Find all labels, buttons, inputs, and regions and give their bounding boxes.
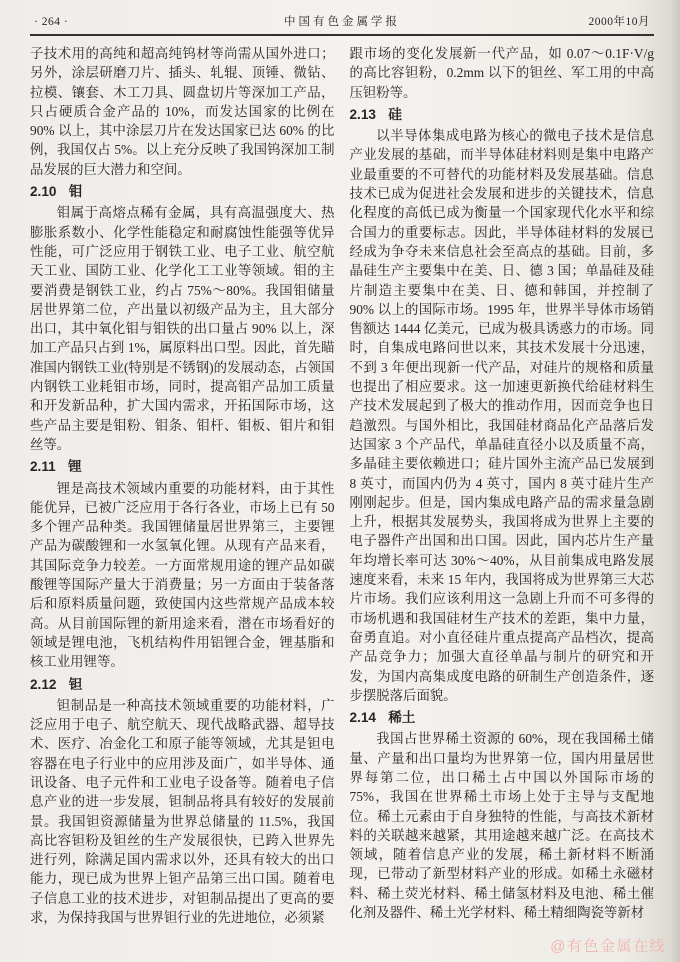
issue-date: 2000年10月 [588, 16, 650, 28]
paragraph-molybdenum: 钼属于高熔点稀有金属，具有高温强度大、热膨胀系数小、化学性能稳定和耐腐蚀性能强等优异性能，可广泛应用于钢铁工业、电子工业、航空航天工业、国防工业、化学化工工业等领域。钼的主要消费是钢铁工业，约占 75%～80%。我国钼储量居世界第二位，产出量以初级产品为主，且大部分出口，其中氧化钼与钼铁的出口量占 90% 以上，深加工产品只占到 1%，属原料出口型。因此，首先瞄准国内钢铁工业(特别是不锈钢)的发展动态，占领国内钢铁工业耗钼市场，同时，提高钼产品加工质量和开发新品种，扩大国内需求，开拓国际市场，这些产品主要是钼粉、钼条、钼杆、钼板、钼片和钼丝等。 [30, 205, 335, 452]
right-column [350, 44, 655, 927]
section-heading-molybdenum [30, 182, 335, 201]
section-number: 2.11 [30, 459, 56, 475]
paragraph-silicon: 以半导体集成电路为核心的微电子技术是信息产业发展的基础，而半导体硅材料则是集中电路产业最重要的不可替代的功能材料及发展基础。信息技术已成为促进社会发展和进步的关键技术，信息化程度的高低已成为衡量一个国家现代化水平和综合国力的重要标志。因此，半导体硅材料的发展已经成为争夺未来信息社会至高点的基础。目前，多晶硅生产主要集中在美、日、德 3 国；单晶硅及硅片制造主要集中在美、日、德和韩国，并控制了 90% 以上的国际市场。1995 年，世界半导体市场销售额达 1444 亿美元，已成为极具诱惑力的市场。同时，自集成电路问世以来，其技术发展十分迅速，不到 3 年便出现新一代产品，对硅片的规格和质量也提出了相应要求。这一加速更新换代给硅材料生产技术发展起到了极大的推动作用，因而竞争也日趋激烈。与国外相比，我国硅材商品化产品落后发达国家 3 个产品代，单晶硅直径小以及质量不高，多晶硅主要依赖进口；硅片国外主流产品已发展到 8 英寸，而国内仍为 4 英寸，国内 8 英寸硅片生产刚刚起步。但是，国内集成电路产品的需求量急剧上升，根据其发展势头，我国将成为世界上主要的电子器件产出国和出口国。因此，国内芯片生产量年均增长率可达 30%～40%，从目前集成电路发展速度来看，未来 15 年内，我国将成为世界第三大芯片市场。我们应该利用这一急剧上升而不可多得的市场机遇和我国硅材生产技术的差距，集中力量，奋勇直追。对小直径硅片重点提高产品档次，提高产品竞争力；加强大直径单晶与制片的研究和开发，为国内高集成度电路的研制生产创造条件，逐步摆脱落后面貌。 [349, 128, 654, 703]
paragraph-lithium: 锂是高技术领域内重要的功能材料，由于其性能优异，已被广泛应用于各行各业，市场上已有 50 多个锂产品种类。我国锂储量居世界第三，主要锂产品为碳酸锂和一水氢氧化锂。从现有产品来看，其国际竞争力较差。一方面常规用途的锂产品如碳酸锂等国际产量大于消费量；另一方面由于装备落后和原料质量问题，致使国内这些常规产品成本较高。从目前国际锂的新用途来看，潜在市场看好的领域是锂电池，飞机结构件用铝锂合金，锂基脂和核工业用锂等。 [30, 480, 335, 670]
section-title: 稀土 [388, 710, 416, 726]
article-body [0, 36, 680, 927]
section-number: 2.10 [30, 184, 57, 200]
paragraph-tungsten-continuation: 子技术用的高纯和超高纯钨材等尚需从国外进口；另外，涂层研磨刀片、插头、轧辊、顶锤、微钻、拉模、镶套、木工刀具、圆盘切片等深加工产品，只占硬质合金产品的 10%，而发达国家的比例在 90% 以上，其中涂层刀片在发达国家已达 60% 的比例，我国仅占 5%。以上充分反映了我国钨深加工制品发展的巨大潜力和空间。 [30, 46, 335, 177]
section-number: 2.13 [349, 106, 376, 122]
paragraph-rare-earth: 我国占世界稀土资源的 60%，现在我国稀土储量、产量和出口量均为世界第一位，国内用量居世界每第二位，出口稀土占中国以外国际市场的 75%，我国在世界稀土市场上处于主导与支配地位。稀土元素由于自身独特的性能，与高技术新材料的关联越来越紧，其用途越来越广泛。在高技术领域，随着信息产业的发展，稀土新材料不断涌现，已带动了新型材料产业的形成。如稀土永磁材料、稀土荧光材料、稀土储氢材料及电池、稀土催化剂及器件、稀土光学材料、稀土精细陶瓷等新材 [349, 731, 654, 921]
section-heading-rare-earth [350, 708, 655, 727]
section-title: 锂 [67, 459, 82, 475]
section-heading-silicon [350, 105, 655, 124]
section-title: 硅 [388, 106, 402, 122]
section-number: 2.14 [349, 710, 376, 726]
paragraph-tantalum-continuation: 跟市场的变化发展新一代产品，如 0.07～0.1F·V/g 的高比容钽粉，0.2mm 以下的钽丝、军工用的中高压钽粉等。 [349, 46, 654, 100]
page-number: · 264 · [34, 16, 69, 28]
section-number: 2.12 [30, 676, 57, 692]
left-column [30, 44, 335, 927]
paragraph-tantalum: 钽制品是一种高技术领域重要的功能材料，广泛应用于电子、航空航天、现代战略武器、超导技术、医疗、冶金化工和原子能等领域，尤其是钽电容器在电子行业中的应用涉及面广，如半导体、通讯设备、电子元件和工业电子设备等。随着电子信息产业的进一步发展，钽制品将具有较好的发展前景。我国钽资源储量为世界总储量的 11.5%，我国高比容钽粉及钽丝的生产发展很快，已跨入世界先进行列，除满足国内需求以外，还具有较大的出口能力，现已成为世界上钽产品第三出口国。随着电子信息工业的技术进步，对钽制品提出了更高的要求，为保持我国与世界钽行业的先进地位，必须紧 [30, 697, 335, 926]
watermark: @有色金属在线 [550, 938, 666, 955]
section-title: 钽 [68, 676, 83, 692]
section-title: 钼 [68, 184, 83, 200]
page-header [0, 0, 680, 29]
section-heading-lithium [30, 457, 335, 476]
journal-title: 中国有色金属学报 [284, 16, 400, 28]
section-heading-tantalum [30, 675, 335, 694]
